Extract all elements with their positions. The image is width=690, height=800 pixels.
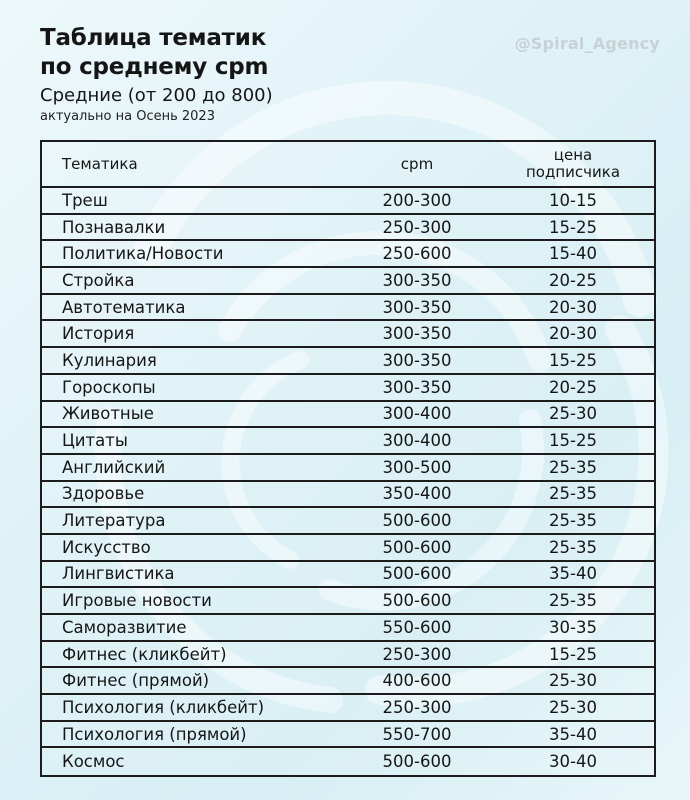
table-row (42, 348, 654, 375)
table-row (42, 588, 654, 615)
cpm-cell: 250-300 (382, 644, 452, 664)
table-row (42, 615, 654, 642)
topic-cell: Лингвистика (62, 564, 175, 584)
cpm-cell: 300-350 (382, 377, 452, 397)
column-header-price-line-1: цена (553, 146, 593, 164)
price-cell: 35-40 (549, 724, 597, 744)
price-cell: 25-35 (549, 591, 597, 611)
price-cell: 15-25 (549, 217, 597, 237)
topic-cell: Политика/Новости (62, 244, 224, 264)
cpm-cell: 400-600 (382, 671, 452, 691)
cpm-cell: 200-300 (382, 190, 452, 210)
table-row (42, 268, 654, 295)
topic-cell: Животные (62, 404, 154, 424)
price-cell: 20-30 (549, 297, 597, 317)
topic-cell: Кулинария (62, 350, 157, 370)
table-row (42, 321, 654, 348)
page-subtitle: Средние (от 200 до 800) (40, 85, 273, 106)
price-cell: 35-40 (549, 564, 597, 584)
cpm-cell: 300-350 (382, 270, 452, 290)
cpm-cell: 250-300 (382, 697, 452, 717)
table-row (42, 642, 654, 669)
price-cell: 15-25 (549, 644, 597, 664)
page-title-line-1: Таблица тематик (40, 25, 267, 51)
cpm-cell: 500-600 (382, 591, 452, 611)
cpm-table (40, 140, 656, 777)
cpm-cell: 300-350 (382, 324, 452, 344)
price-cell: 20-25 (549, 270, 597, 290)
cpm-cell: 500-600 (382, 564, 452, 584)
date-caption: актуально на Осень 2023 (40, 109, 215, 124)
cpm-cell: 350-400 (382, 484, 452, 504)
table-row (42, 482, 654, 509)
cpm-cell: 500-600 (382, 511, 452, 531)
table-header (42, 142, 654, 188)
price-cell: 15-25 (549, 350, 597, 370)
column-header-cpm: cpm (400, 155, 434, 173)
table-row (42, 295, 654, 322)
table-row (42, 375, 654, 402)
cpm-cell: 300-400 (382, 404, 452, 424)
topic-cell: Литература (62, 511, 166, 531)
topic-cell: Цитаты (62, 431, 128, 451)
table-row (42, 695, 654, 722)
table-row (42, 402, 654, 429)
page-title-line-2: по среднему cpm (40, 54, 269, 80)
topic-cell: История (62, 324, 135, 344)
topic-cell: Фитнес (прямой) (62, 671, 210, 691)
table-row (42, 241, 654, 268)
price-cell: 25-35 (549, 484, 597, 504)
price-cell: 25-35 (549, 457, 597, 477)
price-cell: 25-35 (549, 537, 597, 557)
price-cell: 20-25 (549, 377, 597, 397)
table-row (42, 188, 654, 215)
topic-cell: Здоровье (62, 484, 145, 504)
table-row (42, 722, 654, 749)
column-header-price-line-2: подписчика (525, 163, 621, 181)
topic-cell: Треш (62, 190, 108, 210)
topic-cell: Психология (кликбейт) (62, 697, 265, 717)
topic-cell: Саморазвитие (62, 617, 187, 637)
cpm-cell: 300-400 (382, 431, 452, 451)
price-cell: 20-30 (549, 324, 597, 344)
topic-cell: Космос (62, 752, 125, 772)
price-cell: 25-30 (549, 671, 597, 691)
watermark: @Spiral_Agency (514, 34, 660, 53)
price-cell: 25-30 (549, 404, 597, 424)
price-cell: 30-35 (549, 617, 597, 637)
cpm-cell: 300-350 (382, 350, 452, 370)
topic-cell: Психология (прямой) (62, 724, 247, 744)
topic-cell: Английский (62, 457, 166, 477)
price-cell: 15-40 (549, 244, 597, 264)
table-row (42, 668, 654, 695)
cpm-cell: 250-300 (382, 217, 452, 237)
cpm-cell: 300-350 (382, 297, 452, 317)
price-cell: 30-40 (549, 752, 597, 772)
topic-cell: Игровые новости (62, 591, 212, 611)
topic-cell: Автотематика (62, 297, 186, 317)
cpm-cell: 550-700 (382, 724, 452, 744)
table-row (42, 748, 654, 775)
topic-cell: Фитнес (кликбейт) (62, 644, 227, 664)
table-row (42, 215, 654, 242)
cpm-cell: 250-600 (382, 244, 452, 264)
price-cell: 15-25 (549, 431, 597, 451)
price-cell: 25-30 (549, 697, 597, 717)
topic-cell: Искусство (62, 537, 151, 557)
price-cell: 10-15 (549, 190, 597, 210)
table-row (42, 428, 654, 455)
cpm-cell: 300-500 (382, 457, 452, 477)
topic-cell: Гороскопы (62, 377, 156, 397)
table-row (42, 562, 654, 589)
topic-cell: Познавалки (62, 217, 166, 237)
column-header-topic: Тематика (62, 155, 138, 173)
table-row (42, 508, 654, 535)
column-header-price (492, 147, 654, 181)
price-cell: 25-35 (549, 511, 597, 531)
cpm-cell: 550-600 (382, 617, 452, 637)
topic-cell: Стройка (62, 270, 135, 290)
table-row (42, 455, 654, 482)
cpm-cell: 500-600 (382, 752, 452, 772)
cpm-cell: 500-600 (382, 537, 452, 557)
table-row (42, 535, 654, 562)
